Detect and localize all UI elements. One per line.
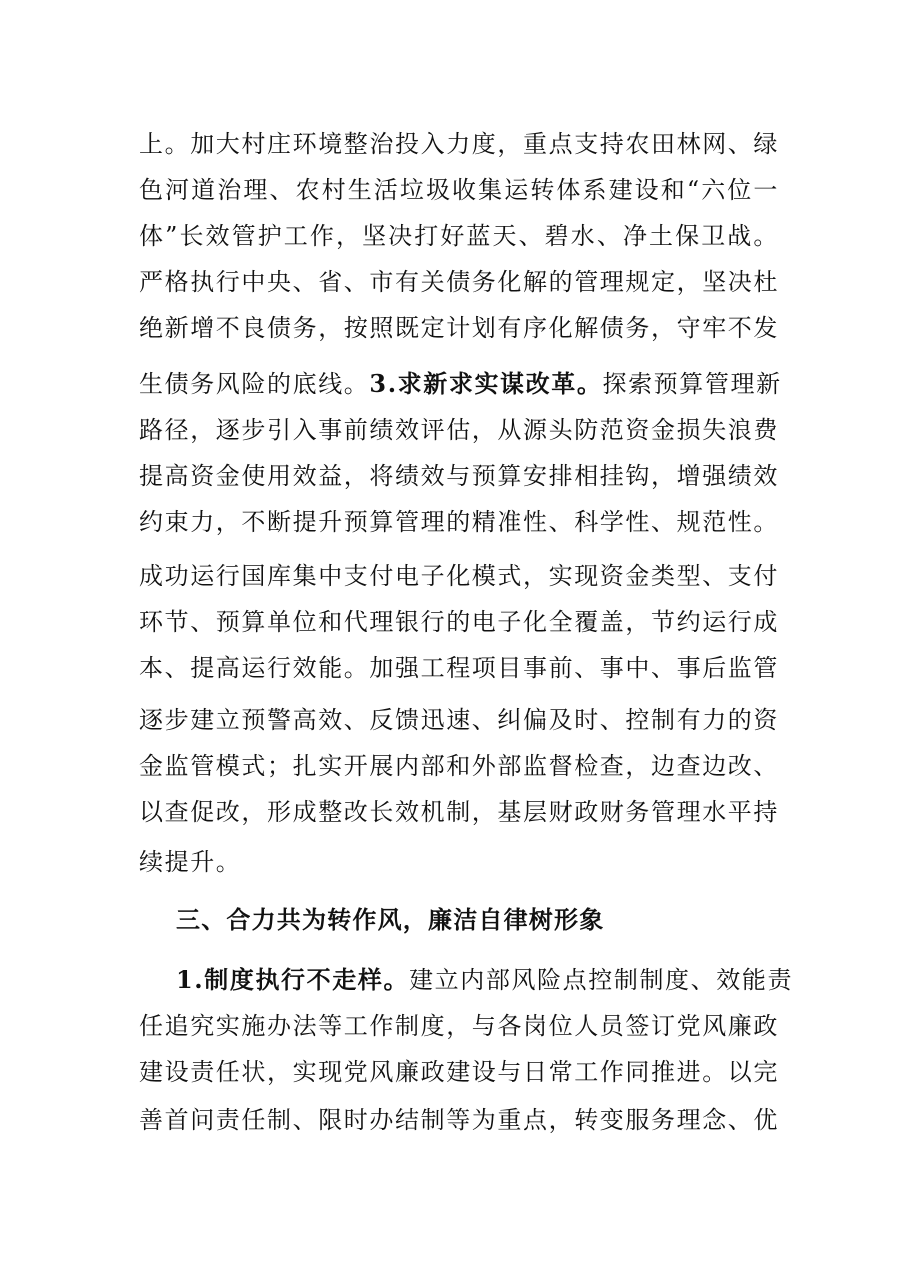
paragraph-line: 善首问责任制、限时办结制等为重点，转变服务理念、优 [139,1106,779,1134]
paragraph-line-mixed [176,958,794,1002]
paragraph-line: 建设责任状，实现党风廉政建设与日常工作同推进。以完 [139,1058,779,1086]
paragraph-text: 建立内部风险点控制制度、效能责 [409,966,794,994]
paragraph-text: 生债务风险的底线。 [139,370,370,398]
paragraph-line: 绝新增不良债务，按照既定计划有序化解债务，守牢不发 [139,314,779,342]
paragraph-line: 提高资金使用效益，将绩效与预算安排相挂钩，增强绩效 [139,462,779,490]
paragraph-text: 探索预算管理新 [602,370,782,398]
paragraph-line: 约束力，不断提升预算管理的精准性、科学性、规范性。 [139,508,779,536]
paragraph-line: 环节、预算单位和代理银行的电子化全覆盖，节约运行成 [139,608,779,636]
paragraph-line: 本、提高运行效能。加强工程项目事前、事中、事后监管 [139,654,779,682]
subheading-1: 1.制度执行不走样。 [176,965,410,994]
subheading-3: 3.求新求实谋改革。 [369,369,603,398]
paragraph-line: 金监管模式；扎实开展内部和外部监督检查，边查边改、 [139,752,779,780]
paragraph-line: 成功运行国库集中支付电子化模式，实现资金类型、支付 [139,562,779,590]
paragraph-line: 路径，逐步引入事前绩效评估，从源头防范资金损失浪费 [139,416,779,444]
section-heading: 三、合力共为转作风，廉洁自律树形象 [176,906,605,934]
paragraph-line: 上。加大村庄环境整治投入力度，重点支持农田林网、绿 [139,130,779,158]
paragraph-line-mixed [139,362,782,406]
paragraph-line-last: 续提升。 [139,848,242,876]
paragraph-line: 色河道治理、农村生活垃圾收集运转体系建设和“六位一 [139,176,779,204]
paragraph-line: 严格执行中央、省、市有关债务化解的管理规定，坚决杜 [139,268,779,296]
paragraph-line: 体”长效管护工作，坚决打好蓝天、碧水、净土保卫战。 [139,222,779,250]
paragraph-line: 任追究实施办法等工作制度，与各岗位人员签订党风廉政 [139,1012,779,1040]
paragraph-line: 以查促改，形成整改长效机制，基层财政财务管理水平持 [139,798,779,826]
paragraph-line: 逐步建立预警高效、反馈迅速、纠偏及时、控制有力的资 [139,706,779,734]
